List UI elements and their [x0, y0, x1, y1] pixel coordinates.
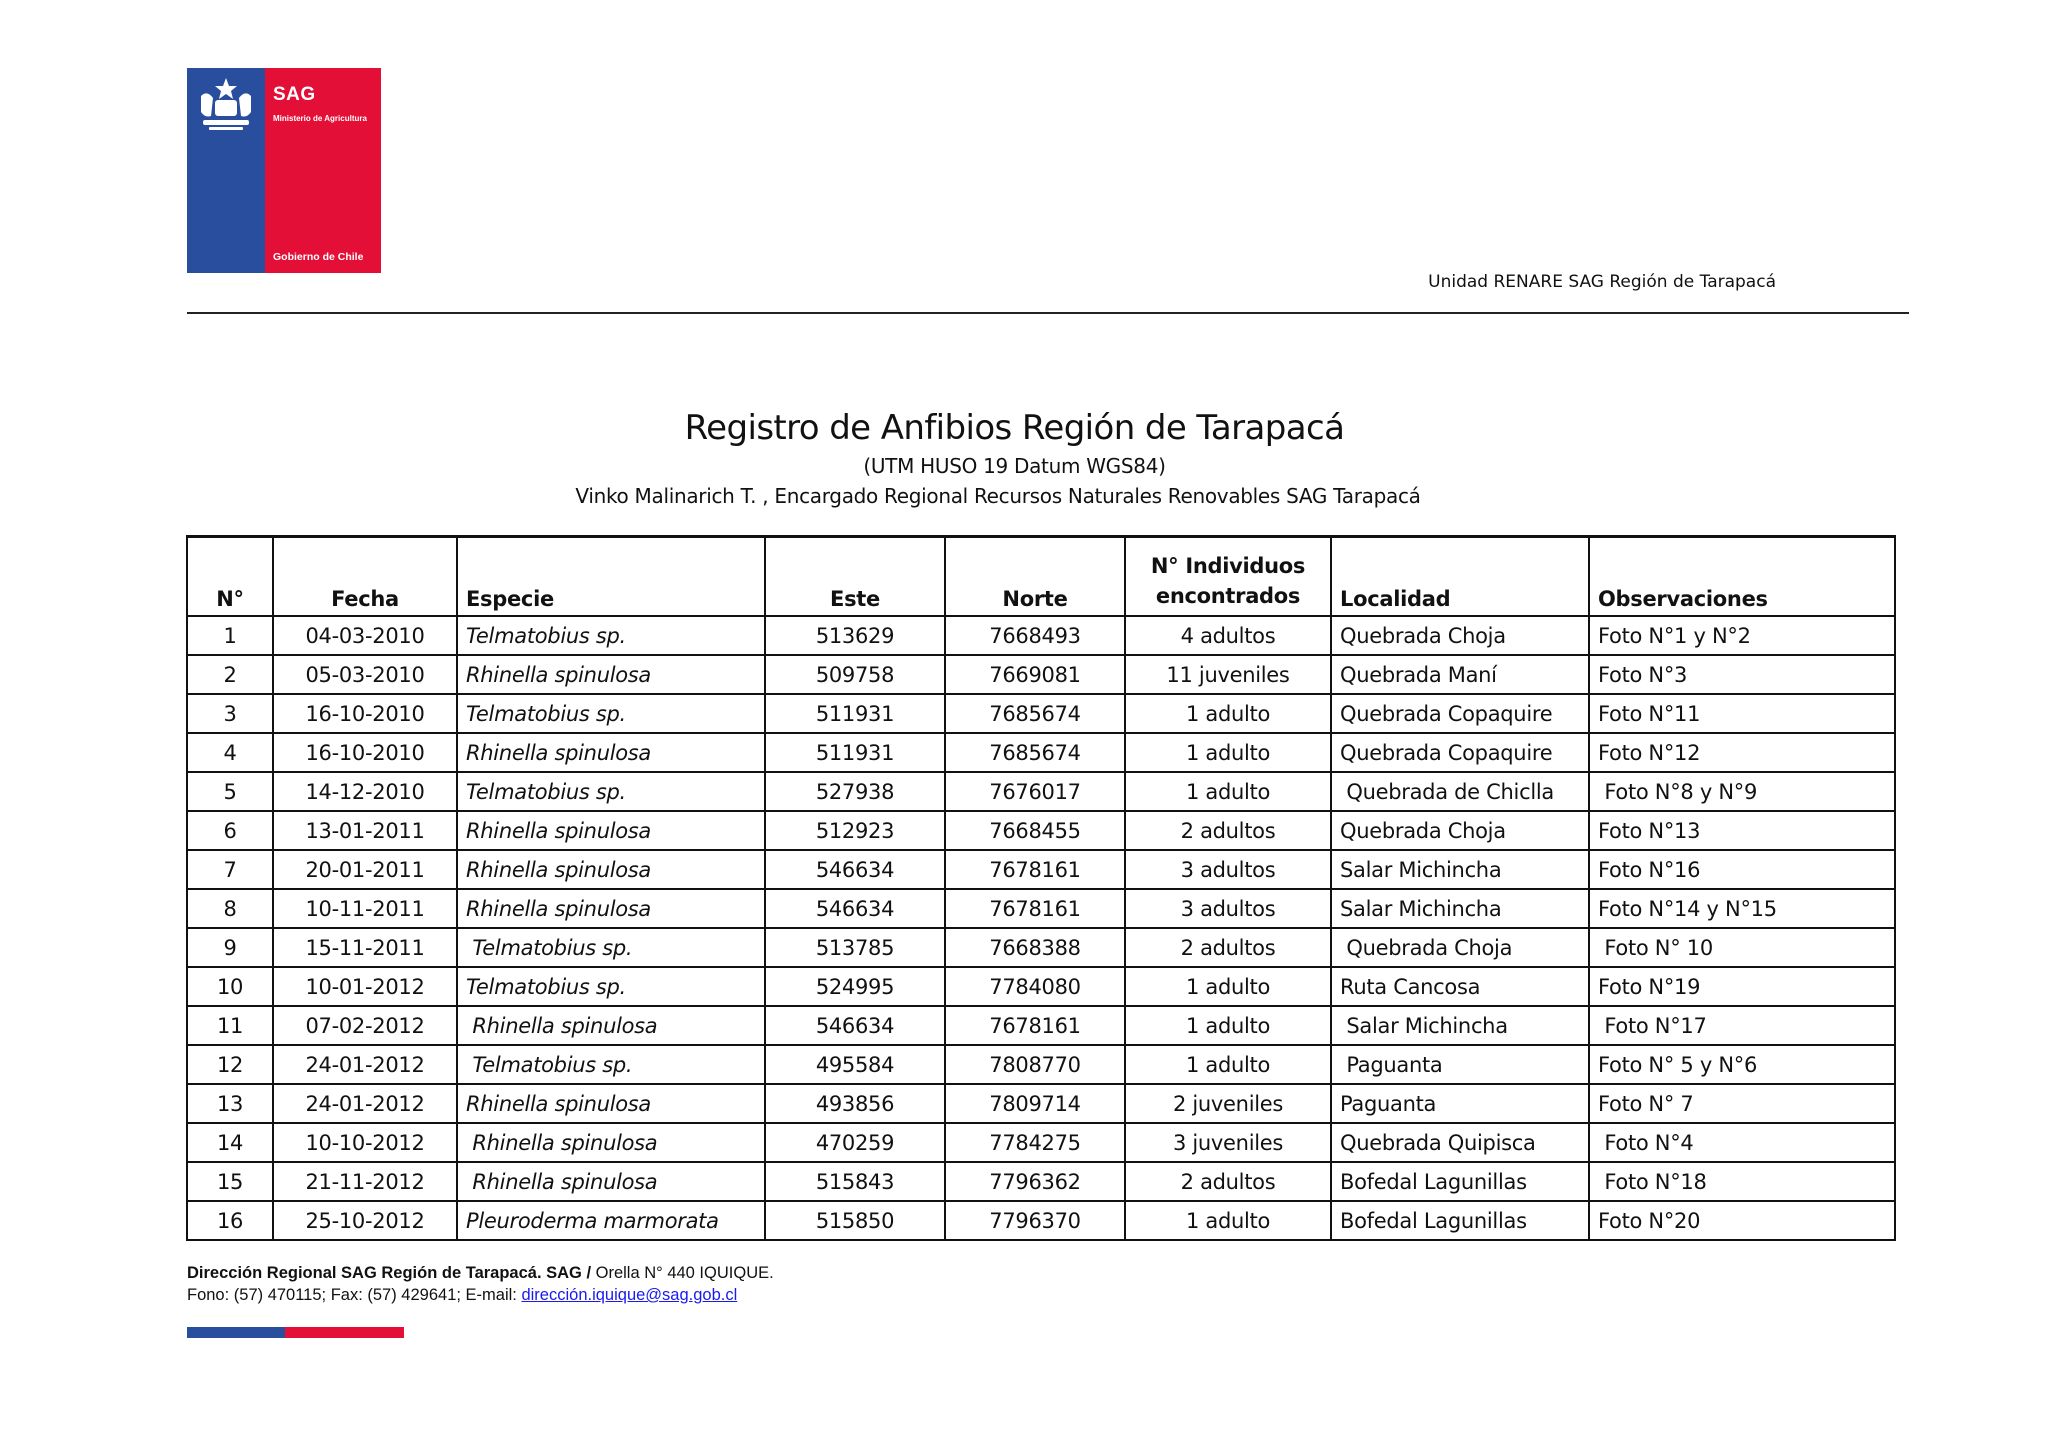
- table-header-row: [187, 537, 1895, 617]
- cell-n: 11: [187, 1006, 273, 1045]
- table-row: [187, 733, 1895, 772]
- cell-observaciones: Foto N°19: [1589, 967, 1895, 1006]
- cell-norte: 7685674: [945, 733, 1125, 772]
- chile-coat-of-arms-icon: [193, 74, 259, 136]
- cell-fecha: 07-02-2012: [273, 1006, 457, 1045]
- cell-observaciones: Foto N°1 y N°2: [1589, 616, 1895, 655]
- cell-individuos: 2 adultos: [1125, 1162, 1331, 1201]
- cell-observaciones: Foto N° 7: [1589, 1084, 1895, 1123]
- logo-government: Gobierno de Chile: [273, 251, 364, 263]
- cell-individuos: 3 juveniles: [1125, 1123, 1331, 1162]
- cell-observaciones: Foto N°17: [1589, 1006, 1895, 1045]
- cell-n: 6: [187, 811, 273, 850]
- footer-line-phone: [187, 1284, 774, 1306]
- cell-especie: Rhinella spinulosa: [457, 655, 765, 694]
- cell-especie: Rhinella spinulosa: [457, 1123, 765, 1162]
- footer-flag-bar: [187, 1327, 404, 1338]
- cell-n: 12: [187, 1045, 273, 1084]
- cell-norte: 7784080: [945, 967, 1125, 1006]
- cell-especie: Rhinella spinulosa: [457, 889, 765, 928]
- footer-bar-red: [285, 1327, 404, 1338]
- cell-observaciones: Foto N°18: [1589, 1162, 1895, 1201]
- cell-observaciones: Foto N°12: [1589, 733, 1895, 772]
- cell-norte: 7796370: [945, 1201, 1125, 1240]
- cell-n: 5: [187, 772, 273, 811]
- table-row: [187, 1201, 1895, 1240]
- amphibian-records-table: [186, 535, 1896, 1241]
- cell-especie: Telmatobius sp.: [457, 967, 765, 1006]
- cell-individuos: 3 adultos: [1125, 850, 1331, 889]
- cell-fecha: 16-10-2010: [273, 733, 457, 772]
- cell-observaciones: Foto N°8 y N°9: [1589, 772, 1895, 811]
- table-row: [187, 1123, 1895, 1162]
- cell-observaciones: Foto N°13: [1589, 811, 1895, 850]
- cell-fecha: 24-01-2012: [273, 1045, 457, 1084]
- cell-especie: Pleuroderma marmorata: [457, 1201, 765, 1240]
- cell-n: 1: [187, 616, 273, 655]
- footer-address: Orella N° 440 IQUIQUE.: [595, 1264, 774, 1282]
- cell-este: 511931: [765, 694, 945, 733]
- cell-n: 3: [187, 694, 273, 733]
- cell-especie: Rhinella spinulosa: [457, 850, 765, 889]
- header-individuos: [1125, 537, 1331, 617]
- records-table-container: [186, 535, 1896, 1241]
- header-localidad: Localidad: [1331, 537, 1589, 617]
- page-subtitle-author: Vinko Malinarich T. , Encargado Regional Recursos Naturales Renovables SAG Tarapacá: [575, 484, 1421, 508]
- cell-fecha: 04-03-2010: [273, 616, 457, 655]
- cell-n: 7: [187, 850, 273, 889]
- cell-fecha: 16-10-2010: [273, 694, 457, 733]
- cell-n: 9: [187, 928, 273, 967]
- cell-n: 13: [187, 1084, 273, 1123]
- header-divider: [187, 312, 1909, 314]
- footer-email-link[interactable]: dirección.iquique@sag.gob.cl: [521, 1286, 738, 1304]
- cell-observaciones: Foto N°16: [1589, 850, 1895, 889]
- cell-individuos: 1 adulto: [1125, 1006, 1331, 1045]
- cell-localidad: Quebrada Quipisca: [1331, 1123, 1589, 1162]
- cell-fecha: 21-11-2012: [273, 1162, 457, 1201]
- cell-localidad: Quebrada Choja: [1331, 616, 1589, 655]
- cell-observaciones: Foto N° 10: [1589, 928, 1895, 967]
- cell-individuos: 2 adultos: [1125, 811, 1331, 850]
- footer-office: Dirección Regional SAG Región de Tarapacá. SAG /: [187, 1264, 596, 1282]
- cell-este: 524995: [765, 967, 945, 1006]
- cell-localidad: Ruta Cancosa: [1331, 967, 1589, 1006]
- footer-line-address: [187, 1262, 774, 1284]
- cell-individuos: 1 adulto: [1125, 967, 1331, 1006]
- cell-especie: Telmatobius sp.: [457, 772, 765, 811]
- cell-norte: 7668493: [945, 616, 1125, 655]
- cell-localidad: Quebrada Choja: [1331, 811, 1589, 850]
- cell-especie: Telmatobius sp.: [457, 616, 765, 655]
- table-body: [187, 616, 1895, 1240]
- table-row: [187, 1162, 1895, 1201]
- cell-n: 15: [187, 1162, 273, 1201]
- cell-localidad: Salar Michincha: [1331, 850, 1589, 889]
- table-row: [187, 850, 1895, 889]
- cell-localidad: Quebrada Maní: [1331, 655, 1589, 694]
- cell-este: 513629: [765, 616, 945, 655]
- cell-fecha: 14-12-2010: [273, 772, 457, 811]
- table-row: [187, 772, 1895, 811]
- cell-norte: 7668388: [945, 928, 1125, 967]
- cell-localidad: Salar Michincha: [1331, 889, 1589, 928]
- cell-individuos: 11 juveniles: [1125, 655, 1331, 694]
- footer-bar-blue: [187, 1327, 285, 1338]
- header-n: N°: [187, 537, 273, 617]
- cell-localidad: Quebrada Choja: [1331, 928, 1589, 967]
- cell-este: 512923: [765, 811, 945, 850]
- cell-observaciones: Foto N°11: [1589, 694, 1895, 733]
- cell-n: 2: [187, 655, 273, 694]
- unit-label: Unidad RENARE SAG Región de Tarapacá: [1428, 272, 1776, 292]
- cell-individuos: 1 adulto: [1125, 1045, 1331, 1084]
- cell-norte: 7678161: [945, 1006, 1125, 1045]
- cell-localidad: Bofedal Lagunillas: [1331, 1201, 1589, 1240]
- cell-localidad: Quebrada Copaquire: [1331, 694, 1589, 733]
- cell-observaciones: Foto N°3: [1589, 655, 1895, 694]
- table-row: [187, 616, 1895, 655]
- cell-este: 493856: [765, 1084, 945, 1123]
- cell-especie: Rhinella spinulosa: [457, 1162, 765, 1201]
- page-subtitle-datum: (UTM HUSO 19 Datum WGS84): [863, 454, 1166, 478]
- cell-localidad: Paguanta: [1331, 1045, 1589, 1084]
- cell-especie: Rhinella spinulosa: [457, 733, 765, 772]
- cell-norte: 7796362: [945, 1162, 1125, 1201]
- header-este: Este: [765, 537, 945, 617]
- cell-fecha: 10-10-2012: [273, 1123, 457, 1162]
- cell-norte: 7809714: [945, 1084, 1125, 1123]
- cell-fecha: 15-11-2011: [273, 928, 457, 967]
- logo-brand: SAG: [273, 84, 316, 105]
- cell-especie: Rhinella spinulosa: [457, 811, 765, 850]
- cell-norte: 7676017: [945, 772, 1125, 811]
- cell-este: 515850: [765, 1201, 945, 1240]
- header-individuos-line1: N° Individuos: [1150, 554, 1306, 579]
- table-row: [187, 928, 1895, 967]
- cell-observaciones: Foto N°14 y N°15: [1589, 889, 1895, 928]
- table-row: [187, 694, 1895, 733]
- table-row: [187, 655, 1895, 694]
- table-row: [187, 811, 1895, 850]
- sag-logo: [187, 68, 381, 273]
- header-individuos-line2: encontrados: [1155, 583, 1301, 608]
- logo-blue-panel: [187, 68, 265, 273]
- cell-norte: 7685674: [945, 694, 1125, 733]
- cell-especie: Telmatobius sp.: [457, 1045, 765, 1084]
- cell-individuos: 4 adultos: [1125, 616, 1331, 655]
- cell-este: 511931: [765, 733, 945, 772]
- footer-contact: [187, 1262, 774, 1306]
- cell-este: 546634: [765, 1006, 945, 1045]
- cell-este: 527938: [765, 772, 945, 811]
- cell-este: 470259: [765, 1123, 945, 1162]
- cell-individuos: 2 juveniles: [1125, 1084, 1331, 1123]
- cell-observaciones: Foto N°4: [1589, 1123, 1895, 1162]
- cell-fecha: 25-10-2012: [273, 1201, 457, 1240]
- cell-individuos: 2 adultos: [1125, 928, 1331, 967]
- cell-n: 10: [187, 967, 273, 1006]
- table-row: [187, 1045, 1895, 1084]
- header-especie: Especie: [457, 537, 765, 617]
- cell-norte: 7668455: [945, 811, 1125, 850]
- cell-observaciones: Foto N°20: [1589, 1201, 1895, 1240]
- footer-phone-fax: Fono: (57) 470115; Fax: (57) 429641; E-mail:: [187, 1286, 522, 1304]
- cell-fecha: 20-01-2011: [273, 850, 457, 889]
- table-header: [187, 537, 1895, 617]
- table-row: [187, 1006, 1895, 1045]
- cell-fecha: 24-01-2012: [273, 1084, 457, 1123]
- cell-especie: Rhinella spinulosa: [457, 1084, 765, 1123]
- header-norte: Norte: [945, 537, 1125, 617]
- table-row: [187, 889, 1895, 928]
- cell-este: 546634: [765, 889, 945, 928]
- cell-individuos: 1 adulto: [1125, 733, 1331, 772]
- cell-localidad: Quebrada Copaquire: [1331, 733, 1589, 772]
- cell-fecha: 10-11-2011: [273, 889, 457, 928]
- header-observaciones: Observaciones: [1589, 537, 1895, 617]
- cell-n: 4: [187, 733, 273, 772]
- cell-n: 14: [187, 1123, 273, 1162]
- table-row: [187, 1084, 1895, 1123]
- cell-individuos: 1 adulto: [1125, 1201, 1331, 1240]
- cell-especie: Telmatobius sp.: [457, 694, 765, 733]
- cell-localidad: Quebrada de Chiclla: [1331, 772, 1589, 811]
- cell-individuos: 3 adultos: [1125, 889, 1331, 928]
- cell-individuos: 1 adulto: [1125, 694, 1331, 733]
- cell-fecha: 05-03-2010: [273, 655, 457, 694]
- cell-norte: 7808770: [945, 1045, 1125, 1084]
- cell-norte: 7669081: [945, 655, 1125, 694]
- cell-n: 8: [187, 889, 273, 928]
- cell-n: 16: [187, 1201, 273, 1240]
- cell-individuos: 1 adulto: [1125, 772, 1331, 811]
- cell-norte: 7784275: [945, 1123, 1125, 1162]
- cell-norte: 7678161: [945, 850, 1125, 889]
- logo-red-panel: [265, 68, 381, 273]
- cell-este: 509758: [765, 655, 945, 694]
- cell-fecha: 10-01-2012: [273, 967, 457, 1006]
- cell-especie: Telmatobius sp.: [457, 928, 765, 967]
- header-fecha: Fecha: [273, 537, 457, 617]
- cell-norte: 7678161: [945, 889, 1125, 928]
- cell-este: 495584: [765, 1045, 945, 1084]
- page-title: Registro de Anfibios Región de Tarapacá: [684, 408, 1345, 448]
- cell-localidad: Bofedal Lagunillas: [1331, 1162, 1589, 1201]
- cell-este: 546634: [765, 850, 945, 889]
- cell-este: 515843: [765, 1162, 945, 1201]
- table-row: [187, 967, 1895, 1006]
- cell-especie: Rhinella spinulosa: [457, 1006, 765, 1045]
- cell-fecha: 13-01-2011: [273, 811, 457, 850]
- cell-localidad: Paguanta: [1331, 1084, 1589, 1123]
- cell-observaciones: Foto N° 5 y N°6: [1589, 1045, 1895, 1084]
- cell-localidad: Salar Michincha: [1331, 1006, 1589, 1045]
- logo-ministry: Ministerio de Agricultura: [273, 114, 367, 123]
- cell-este: 513785: [765, 928, 945, 967]
